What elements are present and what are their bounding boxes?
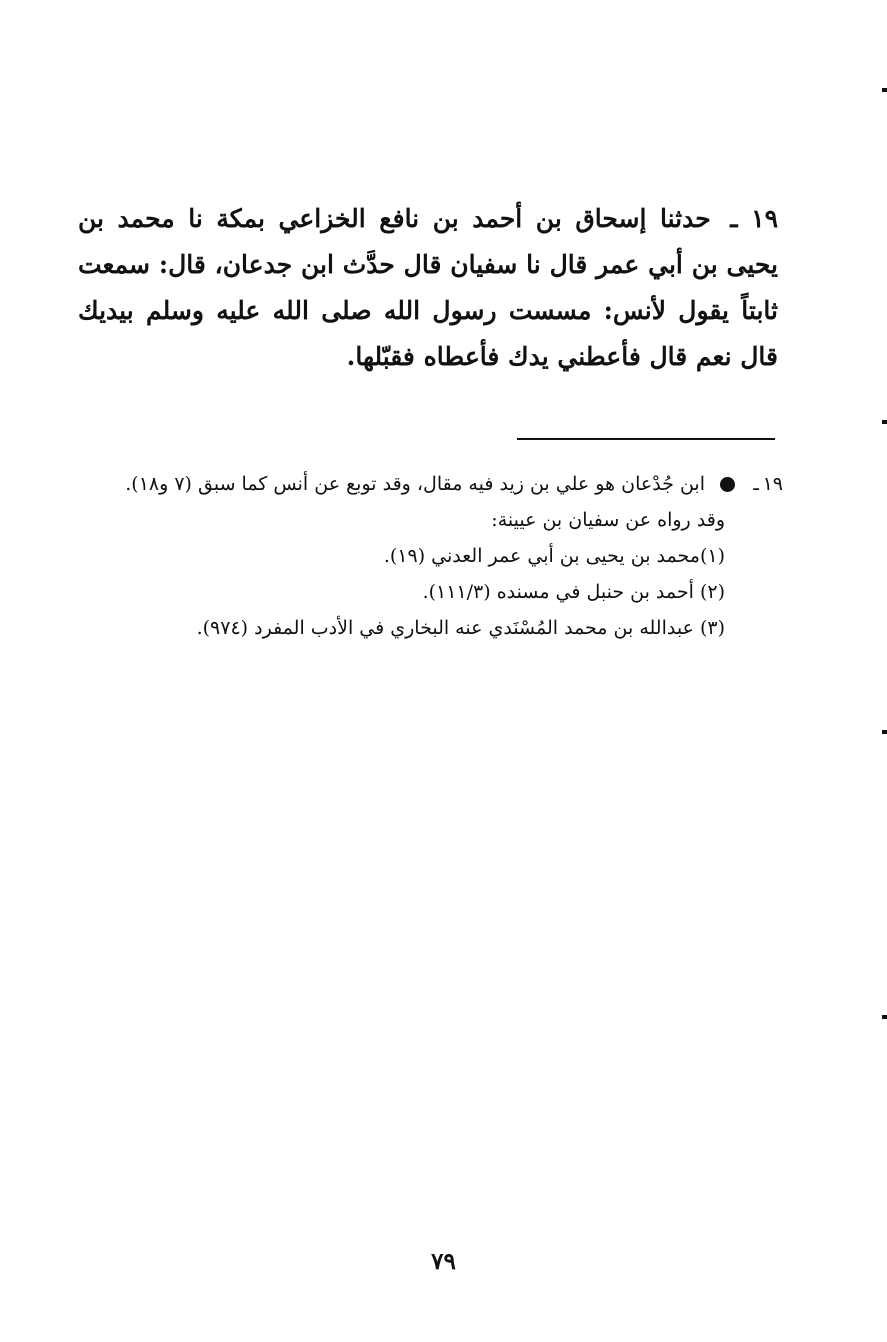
footnote-text: ابن جُدْعان هو علي بن زيد فيه مقال، وقد توبع عن أنس كما سبق (٧ و١٨). [125,473,705,495]
scan-edge-mark [882,730,887,734]
footnote-number: ١٩ [762,473,783,495]
scan-edge-mark [882,420,887,424]
hadith-paragraph [78,196,778,380]
hadith-number: ١٩ ـ [730,204,778,233]
footnote-main [78,466,783,502]
footnote-item-2: (٢) أحمد بن حنبل في مسنده (١١١/٣). [422,581,725,603]
bullet-icon [720,477,735,492]
footnote-item-1: (١)محمد بن يحيى بن أبي عمر العدني (١٩). [383,545,725,567]
scan-edge-mark [882,88,887,92]
footnote-dash: ـ [753,473,759,495]
footnote-intro: وقد رواه عن سفيان بن عيينة: [491,509,725,531]
footnote-divider [517,438,775,440]
scan-edge-mark [882,1015,887,1019]
footnotes [78,466,783,646]
page-number: ٧٩ [431,1248,456,1275]
footnote-item-3: (٣) عبدالله بن محمد المُسْنَدي عنه البخاري في الأدب المفرد (٩٧٤). [196,617,725,639]
hadith-text: حدثنا إسحاق بن أحمد بن نافع الخزاعي بمكة نا محمد بن يحيى بن أبي عمر قال نا سفيان قال حدَّث ابن جدعان، قال: سمعت ثابتاً يقول لأنس: مسست رسول الله صلى الله عليه وسلم بيديك قال نعم قال فأعطني يدك فأعطاه فقبّلها. [78,204,778,371]
